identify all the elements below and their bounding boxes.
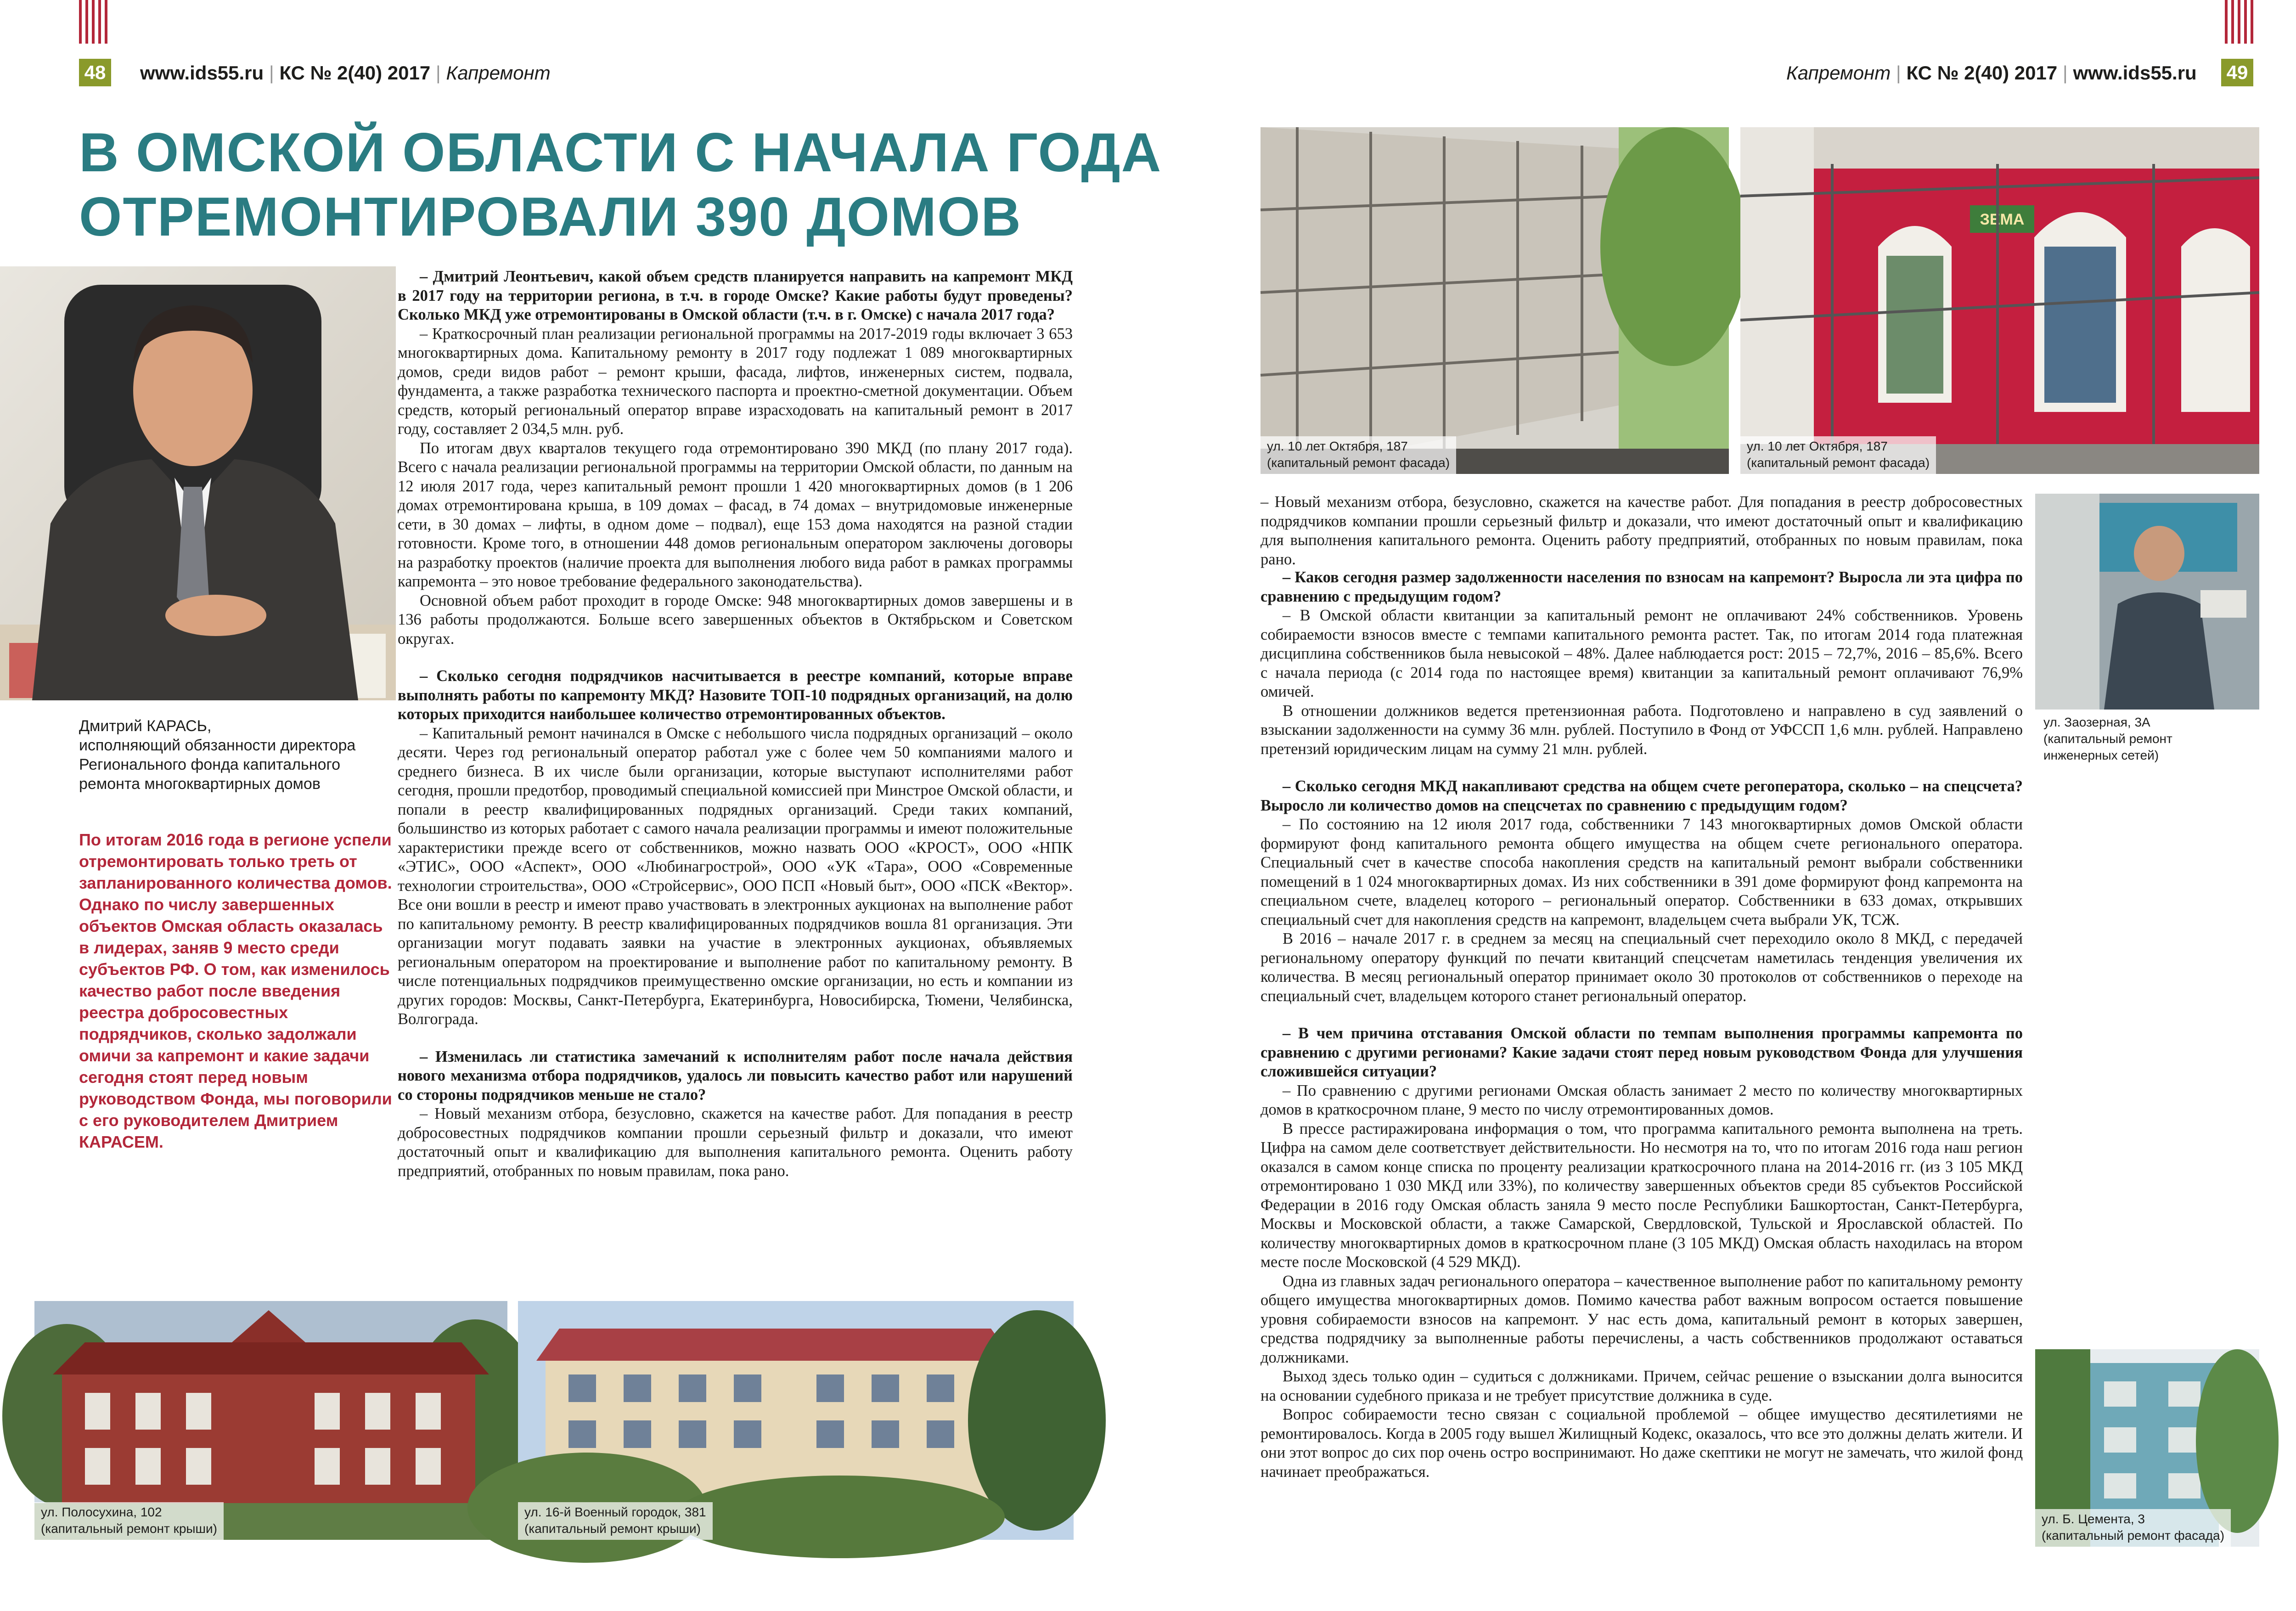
answer-paragraph: – По сравнению с другими регионами Омская область занимает 2 место по количеству многоквартирных домов в краткосрочном плане, 9 место по числу отремонтированных домов.	[1261, 1082, 2023, 1118]
caption-work-type: инженерных сетей)	[2043, 748, 2159, 762]
page-number-right: 49	[2221, 59, 2253, 86]
portrait-title-line: исполняющий обязанности директора	[79, 737, 356, 754]
article-column-left	[398, 267, 1073, 1180]
decorative-stripes-left	[79, 0, 107, 44]
answer-paragraph: Выход здесь только один – судиться с должниками. Причем, сейчас решение о взыскании долга выносится на основании судебного приказа и не требует присутствие должника в суде.	[1261, 1368, 2023, 1404]
lead-paragraph: По итогам 2016 года в регионе успели отремонтировать только треть от запланированного количества домов. Однако по числу завершенных объектов Омская область оказалась в лидерах, заняв 9 место среди субъектов РФ. О том, как изменилось качество работ после введения реестра добросовестных подрядчиков, сколько задолжали омичи за капремонт и какие задачи сегодня стоят перед новым руководством Фонда, мы поговорили с его руководителем Дмитрием КАРАСЕМ.	[79, 830, 392, 1151]
caption-address: ул. 10 лет Октября, 187	[1747, 439, 1888, 453]
question-6: – В чем причина отставания Омской области по темпам выполнения программы капремонта по сравнению с другими регионами? Какие задачи стоят перед новым руководством Фонда для улучшения сложившейся ситуации?	[1261, 1025, 2023, 1080]
photo-caption	[1740, 436, 1936, 474]
photo-polosukhina	[34, 1301, 507, 1540]
caption-work-type: (капитальный ремонт крыши)	[524, 1521, 701, 1536]
caption-address: ул. Заозерная, 3А	[2043, 715, 2150, 729]
question-5: – Сколько сегодня МКД накапливают средства на общем счете регоператора, сколько – на спецсчета? Выросло ли количество домов на спецсчетах по сравнению с предыдущим годом?	[1261, 777, 2023, 814]
caption-address: ул. Полосухина, 102	[41, 1505, 162, 1519]
caption-work-type: (капитальный ремонт фасада)	[1747, 456, 1930, 470]
photo-zaozernaya	[2035, 494, 2259, 710]
answer-paragraph: В отношении должников ведется претензионная работа. Подготовлено и направлено в суд заявлений о взыскании задолженности на сумму 36 млн. рублей. Поступило в Фонд от УФССП 1,6 млн. рублей. Направлено претензий юридическим лицам на сумму 21 млн. рублей.	[1261, 702, 2023, 758]
photo-b-cementa	[2035, 1349, 2259, 1547]
question-4: – Каков сегодня размер задолженности населения по взносам на капремонт? Выросла ли эта цифра по сравнению с предыдущим годом?	[1261, 569, 2023, 605]
answer-paragraph: – В Омской области квитанции за капитальный ремонт не оплачивают 24% собственников. Уровень собираемости взносов вместе с темпами капитального ремонта растет. Так, по итогам 2014 года платежная дисциплина собственников была невысокой – 48%. Далее наблюдается рост: 2015 – 72,7%, 2016 – 85,6%. Всего с начала периода (с 2014 года по настоящее время) квитанции за капитальный ремонт оплачивают 76,9% омичей.	[1261, 607, 2023, 700]
photo-caption	[2035, 1509, 2231, 1547]
answer-paragraph: Основной объем работ проходит в городе Омске: 948 многоквартирных домов завершены и в 136 работы продолжаются. Больше всего завершенных объектов в Октябрьском и Советском округах.	[398, 591, 1073, 648]
answer-paragraph-continued: – Новый механизм отбора, безусловно, скажется на качестве работ. Для попадания в реестр добросовестных подрядчиков компании прошли серьезный фильтр и доказали, что имеют достаточный опыт и квалификацию для выполнения капитального ремонта. Оценить работу предприятий, отобранных по новым правилам, пока рано.	[1261, 493, 2023, 568]
answer-paragraph: – По состоянию на 12 июля 2017 года, собственники 7 143 многоквартирных домов Омской области формируют фонд капитального ремонта общего имущества на общем счете регионального оператора. Специальный счет в качестве способа накопления средств на капитальный ремонт выбрали собственники помещений в 1 024 многоквартирных домах. Из них собственники в 391 доме формируют фонд капремонта на специальном счете, владелец которого – региональный оператор. Собственники в 633 домах, открывших специальный счет для накопления средств на капремонт, владельцем счета выбрали УК, ТСЖ.	[1261, 816, 2023, 929]
headline-line-1: В ОМСКОЙ ОБЛАСТИ С НАЧАЛА ГОДА	[79, 122, 1162, 183]
photo-caption	[518, 1502, 713, 1540]
running-header-right: Капремонт | КС № 2(40) 2017 | www.ids55.ru	[1786, 62, 2197, 84]
answer-paragraph: Вопрос собираемости тесно связан с социальной проблемой – общее имущество десятилетиями не ремонтировалось. Когда в 2005 году вышел Жилищный Кодекс, оказалось, что все это должны делать жители. И они этот вопрос до сих пор очень остро воспринимают. Но даже скептики не могут не замечать, что жилой фонд начинает преображаться.	[1261, 1406, 2023, 1481]
section-label: Капремонт	[446, 62, 551, 84]
headline-line-2: ОТРЕМОНТИРОВАЛИ 390 ДОМОВ	[79, 186, 1022, 248]
photo-voenny-gorodok	[518, 1301, 1074, 1540]
site-url: www.ids55.ru	[2073, 62, 2197, 84]
portrait-name: Дмитрий КАРАСЬ,	[79, 717, 212, 735]
answer-paragraph: В 2016 – начале 2017 г. в среднем за месяц на специальный счет переходило около 8 МКД, с передачей региональному оператору функций по печати квитанций спецсчетам наметилась тенденция увеличения их количества. В месяц региональный оператор принимает около 30 протоколов от собственников о переходе на специальный счет, владельцем которого станет региональный оператор.	[1261, 930, 2023, 1005]
photo-10-let-oktyabrya-facade	[1740, 127, 2259, 474]
caption-work-type: (капитальный ремонт крыши)	[41, 1521, 217, 1536]
answer-paragraph: – Краткосрочный план реализации региональной программы на 2017-2019 годы включает 3 653 многоквартирных дома. Капитальному ремонту в 2017 году подлежат 1 089 многоквартирных домов, среди видов работ – ремонт крыши, фасада, лифтов, инженерных систем, подвала, фундамента, а также разработка технического паспорта и проектно-сметной документации. Объем средств, который региональный оператор вправе израсходовать на капитальный ремонт в 2017 году, составляет 2 034,5 млн. руб.	[398, 325, 1073, 438]
site-url: www.ids55.ru	[140, 62, 264, 84]
photo-caption	[1261, 436, 1456, 474]
decorative-stripes-right	[2225, 0, 2253, 44]
answer-paragraph: – Новый механизм отбора, безусловно, скажется на качестве работ. Для попадания в реестр добросовестных подрядчиков компании прошли серьезный фильтр и доказали, что имеют достаточный опыт и квалификацию для выполнения капитального ремонта. Оценить работу предприятий, отобранных по новым правилам, пока рано.	[398, 1105, 1073, 1180]
portrait-title-line: Регионального фонда капитального	[79, 756, 341, 773]
section-label: Капремонт	[1786, 62, 1891, 84]
page-number-left: 48	[79, 59, 111, 86]
portrait-caption	[79, 716, 400, 794]
article-column-right	[1261, 493, 2023, 1481]
issue-label: КС № 2(40) 2017	[279, 62, 431, 84]
photo-caption	[34, 1502, 224, 1540]
red-facade-image	[1740, 127, 2259, 474]
caption-work-type: (капитальный ремонт фасада)	[2042, 1528, 2225, 1543]
photo-10-let-oktyabrya-scaffold	[1261, 127, 1729, 474]
caption-address: ул. 16-й Военный городок, 381	[524, 1505, 706, 1519]
portrait-photo	[0, 266, 396, 700]
answer-paragraph: По итогам двух кварталов текущего года отремонтировано 390 МКД (по плану 2017 года). Всего с начала реализации региональной программы на территории Омской области, по данным на 12 июля 2017 года, через капитальный ремонт прошли 1 420 многоквартирных домов (в 1 206 домах отремонтирована крыша, в 109 домах – фасад, в 74 домах – внутридомовые инженерные сети, в 30 домах – лифты, в одном доме – подвал), еще 153 дома находятся на разной стадии готовности. Кроме того, в отношении 448 домов региональным оператором заключены договоры на разработку проектов (наличие проекта для выполнения любого вида работ в рамках программы капремонта – это новое требование федерального законодательства).	[398, 439, 1073, 590]
scaffolding-facade-image	[1261, 127, 1729, 474]
running-header-left: www.ids55.ru | КС № 2(40) 2017 | Капремонт	[140, 62, 551, 84]
question-3: – Изменилась ли статистика замечаний к исполнителям работ после начала действия нового механизма отбора подрядчиков, удалось ли повысить качество работ или нарушений со стороны подрядчиков меньше не стало?	[398, 1048, 1073, 1104]
question-1: – Дмитрий Леонтьевич, какой объем средств планируется направить на капремонт МКД в 2017 году на территории региона, в т.ч. в городе Омске? Какие работы будут проведены? Сколько МКД уже отремонтированы в Омской области (т.ч. в г. Омске) с начала 2017 года?	[398, 268, 1073, 323]
question-2: – Сколько сегодня подрядчиков насчитывается в реестре компаний, которые вправе выполнять работы по капремонту МКД? Назовите ТОП-10 подрядных организаций, на долю которых приходится наибольшее количество отремонтированных объектов.	[398, 667, 1073, 723]
portrait-title-line: ремонта многоквартирных домов	[79, 775, 321, 793]
article-headline	[79, 120, 1181, 249]
caption-address: ул. 10 лет Октября, 187	[1267, 439, 1408, 453]
issue-label: КС № 2(40) 2017	[1906, 62, 2058, 84]
caption-work-type: (капитальный ремонт	[2043, 732, 2172, 746]
caption-work-type: (капитальный ремонт фасада)	[1267, 456, 1450, 470]
answer-paragraph: В прессе растиражирована информация о том, что программа капитального ремонта выполнена на треть. Цифра на самом деле соответствует действительности. Но несмотря на то, что по итогам 2016 года наш регион оказался в самом конце списка по проценту реализации краткосрочного плана на 2014-2016 гг. (из 3 105 МКД отремонтировано 1 030 МКД или 33%), по количеству завершенных объектов среди 85 субъектов Российской Федерации в 2016 году Омская область заняла 9 место после Республики Башкортостан, Санкт-Петербурга, Москвы и Московской области, а также Самарской, Свердловской, Тульской и Ярославской областей. По количеству многоквартирных домов в краткосрочном плане (3 105 МКД) Омская область находилась на втором месте после Московской (4 529 МКД).	[1261, 1120, 2023, 1271]
portrait-image	[0, 266, 396, 700]
caption-address: ул. Б. Цемента, 3	[2042, 1512, 2145, 1526]
answer-paragraph: Одна из главных задач регионального оператора – качественное выполнение работ по капитальному ремонту общего имущества многоквартирных домов. Помимо качества работ важным вопросом остается повышение уровня собираемости взносов на капремонт. У нас есть дома, капитальный ремонт в которых завершен, средства подрядчику за выполненные работы перечислены, а часть собственников продолжают оставаться должниками.	[1261, 1272, 2023, 1366]
answer-paragraph: – Капитальный ремонт начинался в Омске с небольшого числа подрядных организаций – около десяти. Через год региональный оператор работал уже с более чем 50 компаниями малого и среднего бизнеса. В их числе были организации, которые выступают исполнителями работ сегодня, прошли предотбор, проводимый специальной комиссией при Минстрое Омской области, и попали в реестр квалифицированных подрядных организаций. Среди таких компаний, большинство из которых работает с самого начала реализации программы и имеют положительные характеристики прежде всего от собственников, можно назвать ООО «КРОСТ», ООО «НПК «ЭТИС», ООО «Аспект», ООО «Любинагрострой», ООО «УК «Тара», ООО «Современные технологии строительства», ООО «Стройсервис», ООО ПСП «Новый быт», ООО «ПСК «Вектор». Все они вошли в реестр и имеют право участвовать в электронных аукционах на выполнение работ по капитальному ремонту. В реестр квалифицированных подрядчиков вошла 81 организация. Эти организации могут подавать заявки на участие в электронных аукционах, объявляемых региональным оператором на проектирование и выполнение работ по капитальному ремонту. В числе потенциальных подрядчиков преимущественно омские организации, но есть и компании из других городов: Москвы, Санкт-Петербурга, Екатеринбурга, Новосибирска, Тюмени, Челябинска, Волгограда.	[398, 724, 1073, 1028]
engineering-networks-image	[2035, 494, 2259, 710]
photo-caption-zaozernaya	[2043, 714, 2259, 764]
sign-text: ЗЕМА	[1980, 211, 2025, 228]
